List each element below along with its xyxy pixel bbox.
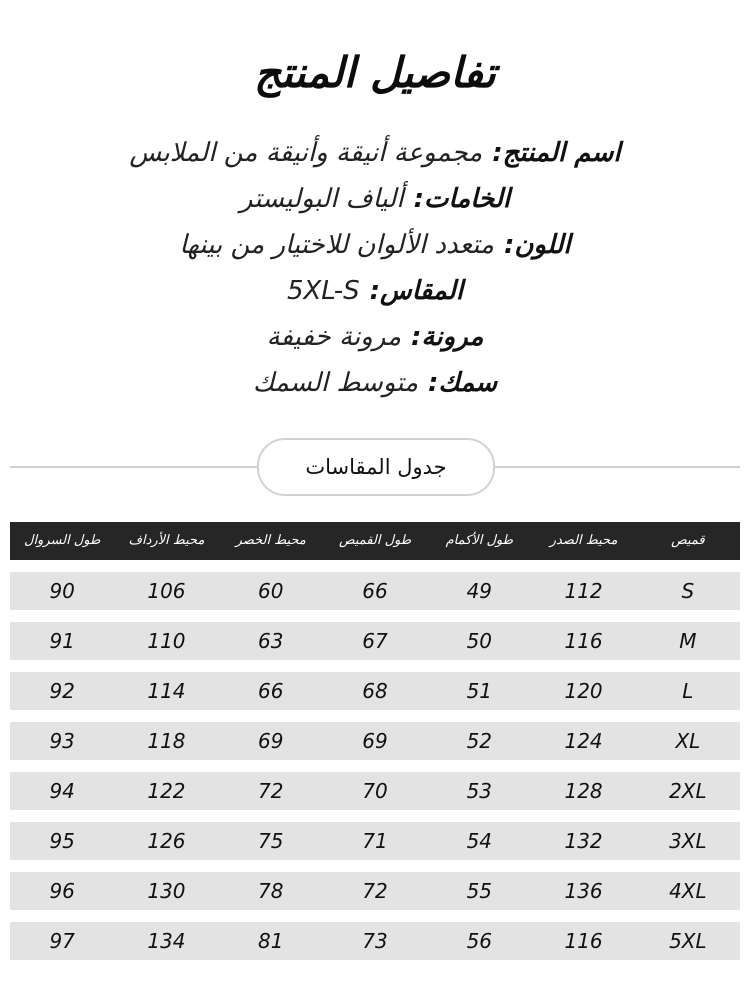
measurement-cell: 94 bbox=[49, 779, 75, 803]
measurement-cell: 78 bbox=[258, 879, 284, 903]
measurement-cell: 75 bbox=[258, 829, 284, 853]
measurement-cell: 49 bbox=[466, 579, 493, 603]
measurement-cell: 124 bbox=[564, 729, 603, 753]
column-header: طول السروال bbox=[24, 533, 101, 548]
spec-value: ألياف البوليستر bbox=[239, 184, 404, 214]
measurement-cell: 110 bbox=[147, 629, 186, 653]
measurement-cell: 136 bbox=[564, 879, 603, 903]
spec-row-name bbox=[0, 130, 750, 176]
spec-value: 5XL-S bbox=[286, 276, 360, 306]
table-row bbox=[10, 922, 740, 960]
column-header: محيط الخصر bbox=[235, 533, 306, 548]
measurement-cell: 92 bbox=[49, 679, 75, 703]
measurement-cell: 91 bbox=[49, 629, 75, 653]
measurement-cell: 71 bbox=[362, 829, 388, 853]
measurement-cell: 55 bbox=[466, 879, 493, 903]
size-table-body bbox=[10, 572, 740, 960]
spec-label: الخامات: bbox=[413, 184, 511, 214]
measurement-cell: 118 bbox=[147, 729, 186, 753]
measurement-cell: 106 bbox=[147, 579, 186, 603]
measurement-cell: 50 bbox=[466, 629, 493, 653]
measurement-cell: 68 bbox=[362, 679, 388, 703]
table-row bbox=[10, 672, 740, 710]
spec-value: متوسط السمك bbox=[252, 368, 419, 398]
column-header: قميص bbox=[671, 533, 705, 548]
measurement-cell: 95 bbox=[49, 829, 75, 853]
spec-row-material bbox=[0, 176, 750, 222]
size-cell: 2XL bbox=[669, 779, 707, 803]
table-row bbox=[10, 572, 740, 610]
measurement-cell: 122 bbox=[147, 779, 186, 803]
table-row bbox=[10, 622, 740, 660]
measurement-cell: 97 bbox=[49, 929, 75, 953]
table-row bbox=[10, 872, 740, 910]
product-specs bbox=[0, 130, 750, 406]
spec-value: مرونة خفيفة bbox=[266, 322, 402, 352]
measurement-cell: 51 bbox=[466, 679, 493, 703]
measurement-cell: 116 bbox=[564, 629, 603, 653]
measurement-cell: 90 bbox=[49, 579, 75, 603]
size-cell: M bbox=[679, 629, 697, 653]
spec-label: سمك: bbox=[428, 368, 498, 398]
measurement-cell: 134 bbox=[147, 929, 186, 953]
table-row bbox=[10, 722, 740, 760]
measurement-cell: 126 bbox=[147, 829, 186, 853]
spec-row-color bbox=[0, 222, 750, 268]
spec-value: متعدد الألوان للاختيار من بينها bbox=[179, 230, 494, 260]
size-table-header bbox=[10, 522, 740, 560]
measurement-cell: 56 bbox=[466, 929, 493, 953]
measurement-cell: 63 bbox=[258, 629, 284, 653]
size-table bbox=[10, 522, 740, 972]
measurement-cell: 66 bbox=[258, 679, 284, 703]
spec-value: مجموعة أنيقة وأنيقة من الملابس bbox=[129, 138, 483, 168]
spec-row-thickness bbox=[0, 360, 750, 406]
size-cell: 4XL bbox=[669, 879, 707, 903]
column-header: طول القميص bbox=[338, 533, 412, 548]
spec-label: مرونة: bbox=[411, 322, 484, 352]
spec-row-size bbox=[0, 268, 750, 314]
measurement-cell: 93 bbox=[49, 729, 75, 753]
size-cell: S bbox=[681, 579, 695, 603]
measurement-cell: 54 bbox=[466, 829, 493, 853]
measurement-cell: 72 bbox=[362, 879, 388, 903]
measurement-cell: 60 bbox=[258, 579, 284, 603]
measurement-cell: 114 bbox=[147, 679, 186, 703]
measurement-cell: 70 bbox=[362, 779, 388, 803]
measurement-cell: 128 bbox=[564, 779, 603, 803]
measurement-cell: 116 bbox=[564, 929, 603, 953]
measurement-cell: 96 bbox=[49, 879, 75, 903]
size-cell: XL bbox=[675, 729, 701, 753]
measurement-cell: 112 bbox=[564, 579, 603, 603]
measurement-cell: 81 bbox=[258, 929, 284, 953]
measurement-cell: 69 bbox=[258, 729, 284, 753]
spec-label: اسم المنتج: bbox=[492, 138, 621, 168]
measurement-cell: 130 bbox=[147, 879, 186, 903]
measurement-cell: 67 bbox=[362, 629, 388, 653]
measurement-cell: 69 bbox=[362, 729, 388, 753]
table-row bbox=[10, 822, 740, 860]
size-chart-heading: جدول المقاسات bbox=[257, 438, 495, 496]
column-header: طول الأكمام bbox=[445, 533, 513, 548]
measurement-cell: 66 bbox=[362, 579, 388, 603]
table-row bbox=[10, 772, 740, 810]
size-cell: L bbox=[682, 679, 694, 703]
measurement-cell: 73 bbox=[362, 929, 388, 953]
measurement-cell: 72 bbox=[258, 779, 284, 803]
measurement-cell: 53 bbox=[466, 779, 493, 803]
column-header: محيط الصدر bbox=[549, 533, 618, 548]
measurement-cell: 120 bbox=[564, 679, 603, 703]
size-cell: 3XL bbox=[669, 829, 707, 853]
measurement-cell: 132 bbox=[564, 829, 603, 853]
spec-row-elasticity bbox=[0, 314, 750, 360]
spec-label: المقاس: bbox=[369, 276, 464, 306]
page-title: تفاصيل المنتج bbox=[254, 48, 496, 97]
spec-label: اللون: bbox=[503, 230, 571, 260]
column-header: محيط الأرداف bbox=[128, 533, 205, 548]
measurement-cell: 52 bbox=[466, 729, 493, 753]
size-cell: 5XL bbox=[669, 929, 707, 953]
